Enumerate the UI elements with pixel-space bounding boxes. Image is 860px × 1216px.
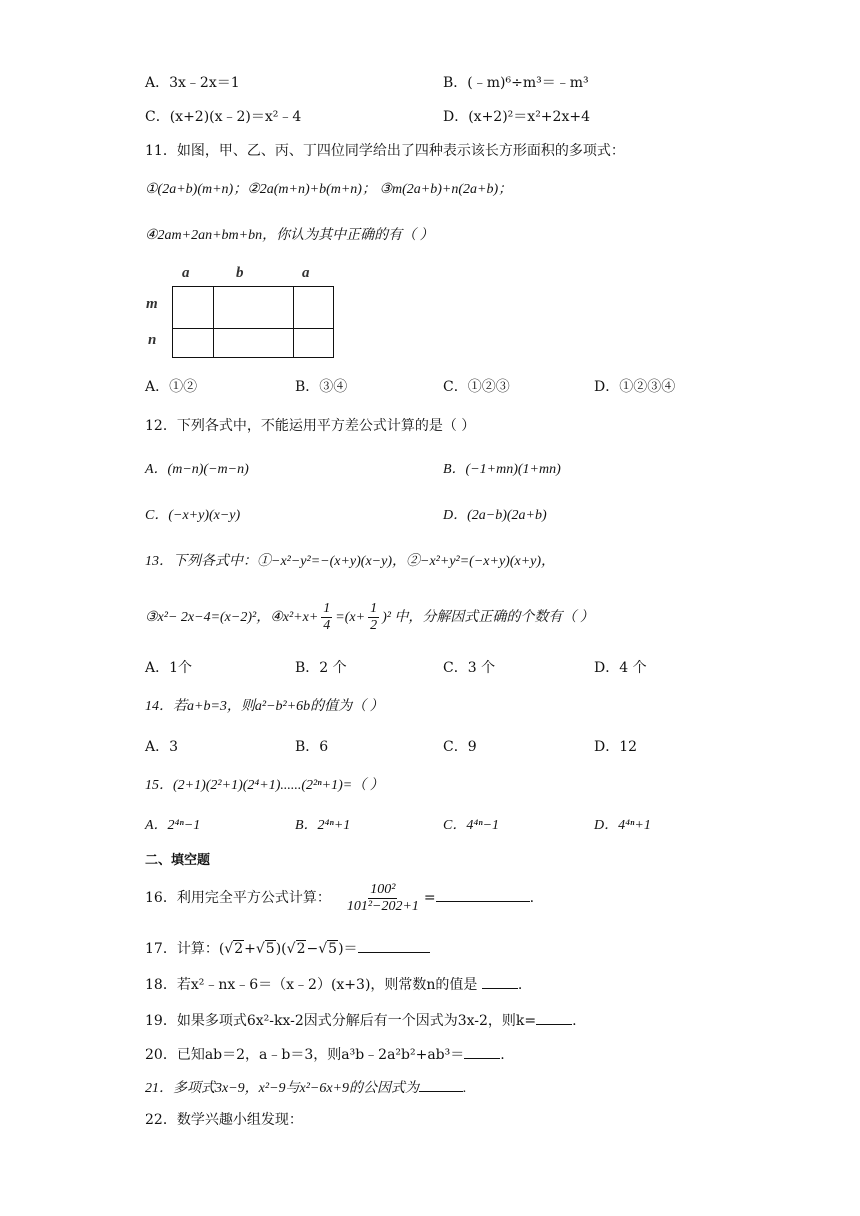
q10-option-c: C．(x+2)(x﹣2)＝x²﹣4 [145, 109, 302, 125]
q17-mid: )( [275, 941, 287, 957]
q11-option-c: C．①②③ [443, 379, 510, 395]
q13-option-c: C．3 个 [443, 660, 496, 676]
grid-cell [294, 329, 333, 357]
sqrt-icon: √ [255, 941, 265, 957]
q16 [145, 880, 534, 916]
q16-prefix: 16．利用完全平方公式计算： [145, 890, 331, 906]
q20-answer-blank[interactable] [464, 1044, 500, 1059]
q17 [145, 938, 430, 959]
grid-cell [294, 287, 333, 329]
q13-option-b: B．2 个 [295, 660, 347, 676]
fraction-quarter: $\frac{1}{4}$ [323, 601, 331, 634]
q19-text: 19．如果多项式6x²-kx-2因式分解后有一个因式为3x-2，则k= [145, 1013, 537, 1029]
q17-radicand-2: 5 [265, 941, 275, 957]
q10-option-a: A．3x﹣2x＝1 [145, 75, 240, 91]
q15-stem: 15．(2+1)(2²+1)(2⁴+1)......(2²ⁿ+1)=（ ） [145, 778, 384, 793]
q16-answer-blank[interactable] [436, 887, 530, 902]
q13-option-d: D．4 个 [594, 660, 647, 676]
q17-answer-blank[interactable] [358, 938, 430, 953]
label-n: n [148, 332, 157, 348]
q21-answer-blank[interactable] [419, 1077, 463, 1092]
q13-option-a: A．1个 [145, 660, 193, 676]
section-heading-fill-in: 二、填空题 [145, 853, 211, 868]
q11-option-d: D．①②③④ [594, 379, 676, 395]
q13-expr-4-mid: =(x+ [335, 610, 366, 625]
q16-equals: = [423, 890, 436, 906]
q13-stem: 13．下列各式中：①−x²−y²=−(x+y)(x−y)，②−x²+y²=(−x+y)(x+y)， [145, 554, 556, 569]
sqrt-icon: √ [286, 941, 296, 957]
q11-expressions: ①(2a+b)(m+n)；②2a(m+n)+b(m+n)； ③m(2a+b)+n(2a+b)； [145, 182, 513, 197]
q12-option-d: D．(2a−b)(2a+b) [443, 508, 547, 523]
q17-minus: − [306, 941, 319, 957]
sqrt-icon: √ [318, 941, 328, 957]
q17-plus: + [244, 941, 256, 957]
q10-option-d: D．(x+2)²＝x²+2x+4 [443, 109, 590, 125]
q18-answer-blank[interactable] [482, 974, 518, 989]
q12-option-a: A．(m−n)(−m−n) [145, 462, 249, 477]
q11-option-a: A．①② [145, 379, 198, 395]
q17-radicand-3: 2 [296, 941, 306, 957]
q16-period: . [529, 890, 535, 906]
q14-stem: 14．若a+b=3，则a²−b²+6b的值为（ ） [145, 699, 384, 714]
q14-option-d: D．12 [594, 739, 638, 755]
label-b: b [236, 265, 244, 281]
q15-option-a: A．2⁴ⁿ−1 [145, 818, 201, 833]
grid-cell [173, 287, 214, 329]
q10-option-b: B．(﹣m)⁶÷m³＝﹣m³ [443, 75, 589, 91]
q15-option-d: D．4⁴ⁿ+1 [594, 818, 651, 833]
grid-cell [214, 287, 294, 329]
q11-option-b: B．③④ [295, 379, 348, 395]
q11-stem: 11．如图，甲、乙、丙、丁四位同学给出了四种表示该长方形面积的多项式： [145, 143, 625, 159]
fraction-half: $\frac{1}{2}$ [370, 601, 378, 634]
q20-text: 20．已知ab＝2，a﹣b＝3，则a³b﹣2a²b²+ab³＝ [145, 1047, 465, 1063]
q12-option-b: B．(−1+mn)(1+mn) [443, 462, 561, 477]
q20: 20．已知ab＝2，a﹣b＝3，则a³b﹣2a²b²+ab³＝ . [145, 1044, 505, 1065]
grid-cell [173, 329, 214, 357]
q15-option-c: C．4⁴ⁿ−1 [443, 818, 500, 833]
q22-stem: 22．数学兴趣小组发现： [145, 1112, 303, 1128]
q18-text: 18．若x²﹣nx﹣6＝（x﹣2）(x+3)，则常数n的值是 [145, 977, 482, 993]
q19: 19．如果多项式6x²-kx-2因式分解后有一个因式为3x-2，则k= . [145, 1010, 577, 1031]
q13-expr-3-4: ③x²− 2x−4=(x−2)²，④x²+x+ [145, 610, 319, 625]
q14-option-c: C．9 [443, 739, 477, 755]
q18: 18．若x²﹣nx﹣6＝（x﹣2）(x+3)，则常数n的值是 . [145, 974, 522, 995]
q13-line-2 [145, 600, 594, 636]
grid-cell [214, 329, 294, 357]
q17-radicand-4: 5 [328, 941, 338, 957]
q21: 21．多项式3x−9，x²−9与x²−6x+9的公因式为 . [145, 1077, 467, 1099]
q17-suffix: )＝ [338, 941, 358, 957]
q19-answer-blank[interactable] [536, 1010, 572, 1025]
q13-expr-4-end: )² 中，分解因式正确的个数有（ ） [382, 610, 594, 625]
q15-option-b: B．2⁴ⁿ+1 [295, 818, 351, 833]
label-a-left: a [182, 265, 190, 281]
q17-radicand-1: 2 [234, 941, 244, 957]
q12-stem: 12．下列各式中，不能运用平方差公式计算的是（ ） [145, 418, 476, 434]
q11-expression-4: ④2am+2an+bm+bn，你认为其中正确的有（ ） [145, 228, 434, 243]
q21-text: 21．多项式3x−9，x²−9与x²−6x+9的公因式为 [145, 1081, 420, 1096]
q17-prefix: 17．计算：( [145, 941, 225, 957]
label-m: m [146, 296, 158, 312]
q12-option-c: C．(−x+y)(x−y) [145, 508, 241, 523]
rectangle-grid [172, 286, 334, 358]
q14-option-b: B．6 [295, 739, 329, 755]
sqrt-icon: √ [224, 941, 234, 957]
q14-option-a: A．3 [145, 739, 179, 755]
label-a-right: a [302, 265, 310, 281]
q16-fraction: $\frac{\text{100²}}{\text{101²−202+1}}$ [346, 881, 419, 914]
